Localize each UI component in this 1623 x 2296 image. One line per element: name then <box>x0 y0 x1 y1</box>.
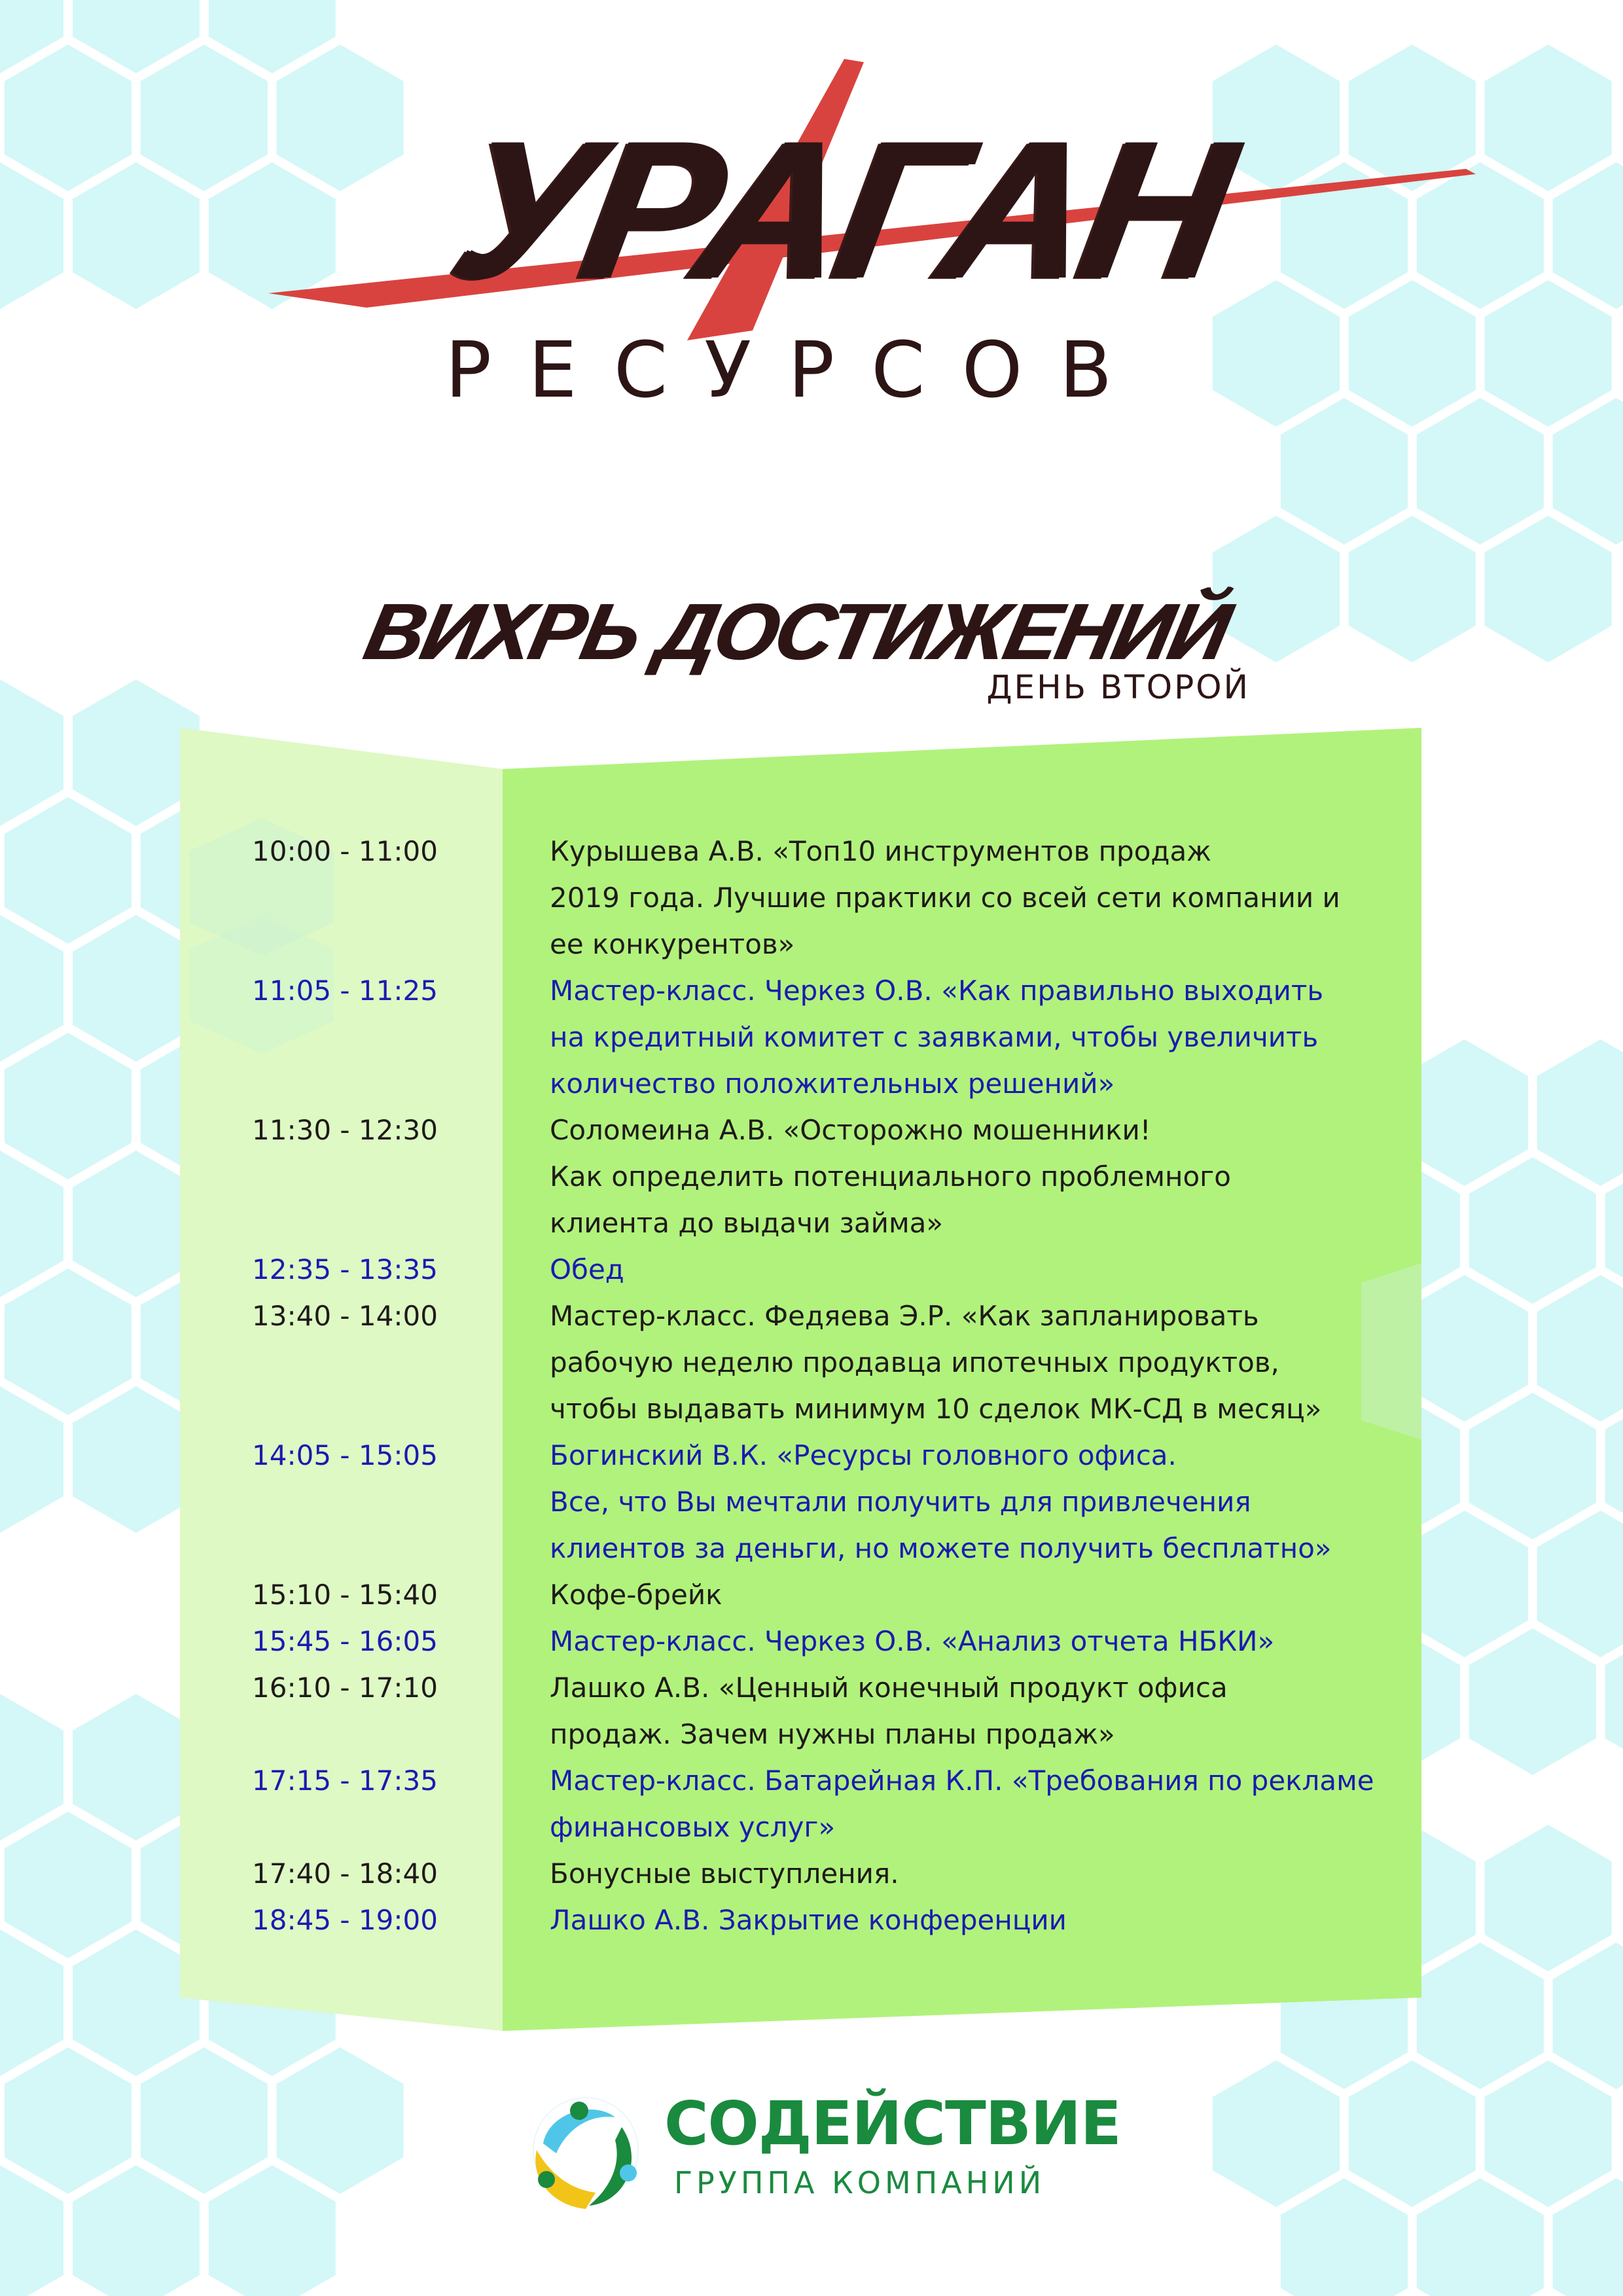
schedule-description-line: Богинский В.К. «Ресурсы головного офиса. <box>550 1439 1177 1471</box>
schedule-description-line: клиентов за деньги, но можете получить бесплатно» <box>550 1532 1332 1564</box>
schedule-time: 12:35 - 13:35 <box>252 1253 438 1285</box>
schedule-description-line: 2019 года. Лучшие практики со всей сети компании и <box>550 882 1340 914</box>
schedule-description-line: Как определить потенциального проблемного <box>550 1160 1231 1193</box>
schedule-description-line: рабочую неделю продавца ипотечных продуктов, <box>550 1346 1279 1378</box>
schedule-time: 15:10 - 15:40 <box>252 1579 438 1611</box>
schedule-description-line: Соломеина А.В. «Осторожно мошенники! <box>550 1114 1151 1146</box>
schedule-description-line: Все, что Вы мечтали получить для привлечения <box>550 1486 1251 1518</box>
schedule-description-line: Курышева А.В. «Топ10 инструментов продаж <box>550 835 1212 867</box>
company-group-label: ГРУППА КОМПАНИЙ <box>674 2165 1046 2200</box>
schedule-description-line: Мастер-класс. Черкез О.В. «Анализ отчета НБКИ» <box>550 1625 1275 1657</box>
schedule-time: 17:40 - 18:40 <box>252 1857 438 1890</box>
schedule-description-line: ее конкурентов» <box>550 928 795 960</box>
schedule-time: 18:45 - 19:00 <box>252 1904 438 1936</box>
logo-main-text: УРАГАН <box>438 99 1241 319</box>
schedule-description-line: клиента до выдачи займа» <box>550 1207 944 1239</box>
schedule-description-line: количество положительных решений» <box>550 1067 1115 1100</box>
schedule-description-line: Мастер-класс. Черкез О.В. «Как правильно выходить <box>550 975 1324 1007</box>
company-logo-icon <box>517 2081 654 2219</box>
page-title: ВИХРЬ ДОСТИЖЕНИЙ <box>357 587 1236 676</box>
schedule-description-line: Кофе-брейк <box>550 1579 722 1611</box>
schedule-time: 17:15 - 17:35 <box>252 1765 438 1797</box>
logo-sub-text: РЕСУРСОВ <box>445 325 1149 415</box>
schedule-description-line: финансовых услуг» <box>550 1811 836 1843</box>
schedule-time: 13:40 - 14:00 <box>252 1300 438 1332</box>
schedule-description-line: на кредитный комитет с заявками, чтобы увеличить <box>550 1021 1319 1053</box>
schedule-description-line: Лашко А.В. «Ценный конечный продукт офиса <box>550 1672 1228 1704</box>
schedule-time: 14:05 - 15:05 <box>252 1439 438 1471</box>
schedule-description-line: продаж. Зачем нужны планы продаж» <box>550 1718 1115 1750</box>
schedule-description-line: Лашко А.В. Закрытие конференции <box>550 1904 1067 1936</box>
schedule-time: 15:45 - 16:05 <box>252 1625 438 1657</box>
schedule-time: 11:30 - 12:30 <box>252 1114 438 1146</box>
schedule-time: 11:05 - 11:25 <box>252 975 438 1007</box>
schedule-description-line: Обед <box>550 1253 624 1285</box>
schedule-description-line: Бонусные выступления. <box>550 1857 899 1890</box>
schedule-time: 10:00 - 11:00 <box>252 835 438 867</box>
company-name: СОДЕЙСТВИЕ <box>664 2089 1121 2159</box>
page-subtitle: ДЕНЬ ВТОРОЙ <box>986 668 1250 706</box>
schedule-time: 16:10 - 17:10 <box>252 1672 438 1704</box>
schedule-description-line: чтобы выдавать минимум 10 сделок МК-СД в месяц» <box>550 1393 1322 1425</box>
schedule-description-line: Мастер-класс. Батарейная К.П. «Требования по рекламе <box>550 1765 1374 1797</box>
schedule-description-line: Мастер-класс. Федяева Э.Р. «Как запланировать <box>550 1300 1259 1332</box>
company-logo <box>517 2075 1132 2238</box>
